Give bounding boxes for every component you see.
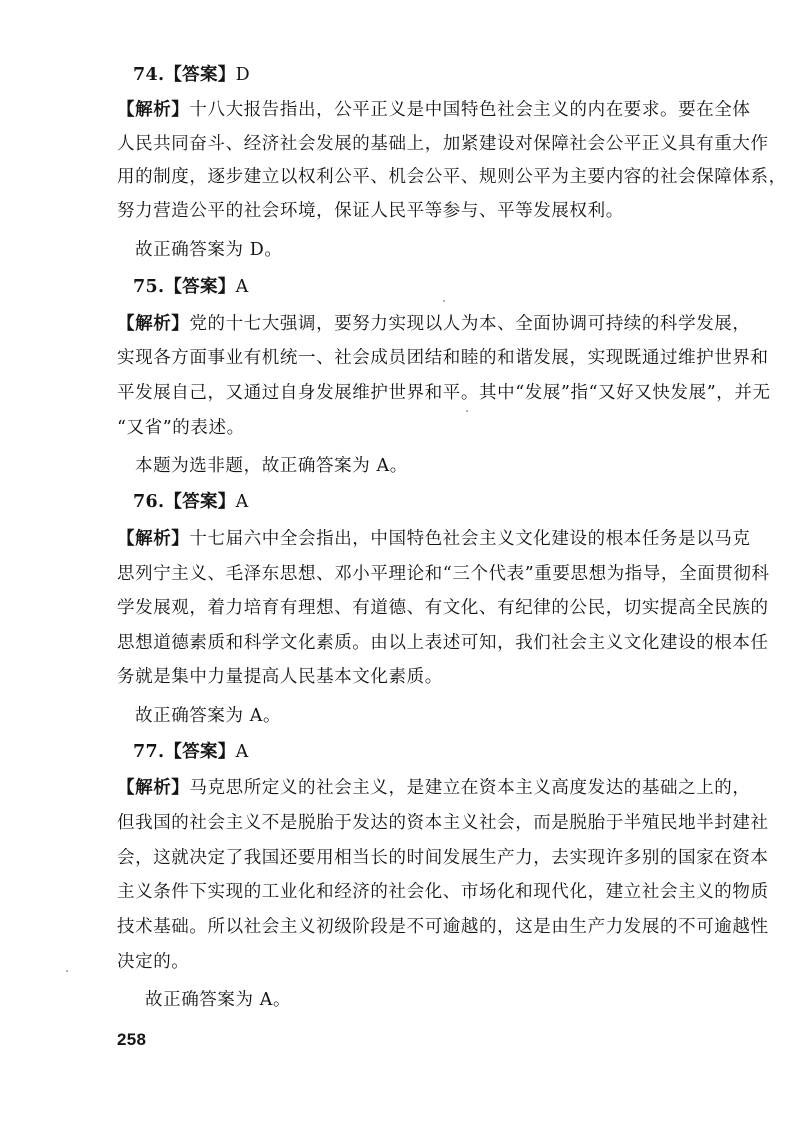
analysis-tag: 【解析】 xyxy=(117,100,190,120)
analysis-line: 决定的。 xyxy=(117,952,190,972)
conclusion: 本题为选非题，故正确答案为 A。 xyxy=(135,456,408,476)
analysis-line: 主义条件下实现的工业化和经济的社会化、市场化和现代化，建立社会主义的物质 xyxy=(117,882,769,902)
analysis-tag: 【解析】 xyxy=(117,314,190,334)
analysis-line: 【解析】十七届六中全会指出，中国特色社会主义文化建设的根本任务是以马克 xyxy=(117,529,751,549)
analysis-line: 思想道德素质和科学文化素质。由以上表述可知，我们社会主义文化建设的根本任 xyxy=(117,633,769,653)
conclusion: 故正确答案为 A。 xyxy=(145,990,292,1010)
conclusion: 故正确答案为 A。 xyxy=(135,706,282,726)
question-number: 74. xyxy=(133,65,165,85)
analysis-line: 人民共同奋斗、经济社会发展的基础上，加紧建设对保障社会公平正义具有重大作 xyxy=(117,134,769,154)
conclusion: 故正确答案为 D。 xyxy=(135,240,283,260)
analysis-tag: 【解析】 xyxy=(117,529,190,549)
analysis-line: 【解析】马克思所定义的社会主义，是建立在资本主义高度发达的基础之上的， xyxy=(117,778,751,798)
answer-letter: D xyxy=(235,65,250,85)
scan-speck xyxy=(466,410,468,412)
analysis-line: 【解析】党的十七大强调，要努力实现以人为本、全面协调可持续的科学发展， xyxy=(117,314,751,334)
page-number: 258 xyxy=(117,1030,147,1049)
analysis-line: 思列宁主义、毛泽东思想、邓小平理论和“三个代表”重要思想为指导，全面贯彻科 xyxy=(117,564,770,584)
answer-letter: A xyxy=(235,492,249,512)
question-number: 75. xyxy=(133,277,165,297)
analysis-line: 用的制度，逐步建立以权利公平、机会公平、规则公平为主要内容的社会保障体系， xyxy=(117,167,787,187)
answer-heading xyxy=(133,275,249,299)
answer-tag: 【答案】 xyxy=(164,65,236,85)
analysis-line: 但我国的社会主义不是脱胎于发达的资本主义社会，而是脱胎于半殖民地半封建社 xyxy=(117,813,769,833)
answer-tag: 【答案】 xyxy=(164,742,236,762)
question-number: 77. xyxy=(133,742,165,762)
answer-heading xyxy=(133,490,249,514)
answer-heading xyxy=(133,740,249,764)
analysis-line: 实现各方面事业有机统一、社会成员团结和睦的和谐发展，实现既通过维护世界和 xyxy=(117,348,769,368)
analysis-line: 技术基础。所以社会主义初级阶段是不可逾越的，这是由生产力发展的不可逾越性 xyxy=(117,917,769,937)
answer-letter: A xyxy=(235,277,249,297)
answer-tag: 【答案】 xyxy=(164,492,236,512)
analysis-tag: 【解析】 xyxy=(117,778,190,798)
scan-speck xyxy=(443,300,445,302)
analysis-line: 学发展观，着力培育有理想、有道德、有文化、有纪律的公民，切实提高全民族的 xyxy=(117,598,769,618)
answer-letter: A xyxy=(235,742,249,762)
analysis-line: “又省”的表述。 xyxy=(117,418,245,438)
analysis-line: 【解析】十八大报告指出，公平正义是中国特色社会主义的内在要求。要在全体 xyxy=(117,100,751,120)
answer-tag: 【答案】 xyxy=(164,277,236,297)
analysis-line: 努力营造公平的社会环境，保证人民平等参与、平等发展权利。 xyxy=(117,201,624,221)
analysis-line: 会，这就决定了我国还要用相当长的时间发展生产力，去实现许多别的国家在资本 xyxy=(117,848,769,868)
analysis-line: 平发展自己，又通过自身发展维护世界和平。其中“发展”指“又好又快发展”，并无 xyxy=(117,383,771,403)
scan-speck xyxy=(66,970,68,972)
question-number: 76. xyxy=(133,492,165,512)
answer-heading xyxy=(133,63,250,87)
analysis-line: 务就是集中力量提高人民基本文化素质。 xyxy=(117,667,443,687)
